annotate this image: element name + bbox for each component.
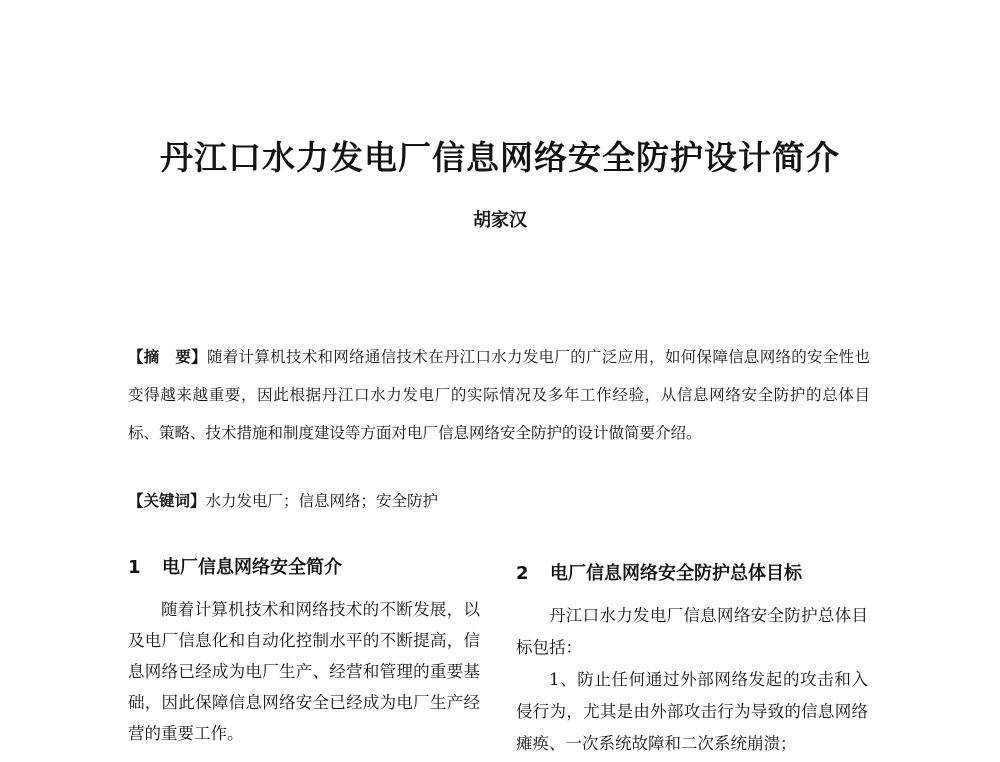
author-name: 胡家汉 <box>473 210 527 231</box>
section-2-title: 电厂信息网络安全防护总体目标 <box>550 563 802 584</box>
section-2 <box>516 560 868 760</box>
section-2-paragraph-1: 丹江口水力发电厂信息网络安全防护总体目标包括： <box>516 606 868 657</box>
paper-title: 丹江口水力发电厂信息网络安全防护设计简介 <box>160 138 840 177</box>
section-2-number: 2 <box>516 563 529 584</box>
section-1-paragraph-1: 随着计算机技术和网络技术的不断发展，以及电厂信息化和自动化控制水平的不断提高，信息网络已经成为电厂生产、经营和管理的重要基础，因此保障信息网络安全已经成为电厂生产经营的重要工作。 <box>128 600 480 743</box>
abstract <box>128 338 870 452</box>
section-1-heading <box>128 554 480 582</box>
section-2-paragraph-2: 1、防止任何通过外部网络发起的攻击和入侵行为，尤其是由外部攻击行为导致的信息网络瘫痪、一次系统故障和二次系统崩溃； <box>516 670 868 753</box>
abstract-text: 随着计算机技术和网络通信技术在丹江口水力发电厂的广泛应用，如何保障信息网络的安全性也变得越来越重要，因此根据丹江口水力发电厂的实际情况及多年工作经验，从信息网络安全防护的总体目标、策略、技术措施和制度建设等方面对电厂信息网络安全防护的设计做简要介绍。 <box>128 348 870 442</box>
section-1 <box>128 554 480 749</box>
keywords-text: 水力发电厂；信息网络；安全防护 <box>205 492 439 510</box>
abstract-label: 【摘 要】 <box>128 348 207 366</box>
section-1-number: 1 <box>128 557 141 578</box>
keywords-label: 【关键词】 <box>128 492 206 510</box>
keywords <box>128 486 870 516</box>
section-1-title: 电厂信息网络安全简介 <box>162 557 342 578</box>
section-2-heading <box>516 560 868 588</box>
